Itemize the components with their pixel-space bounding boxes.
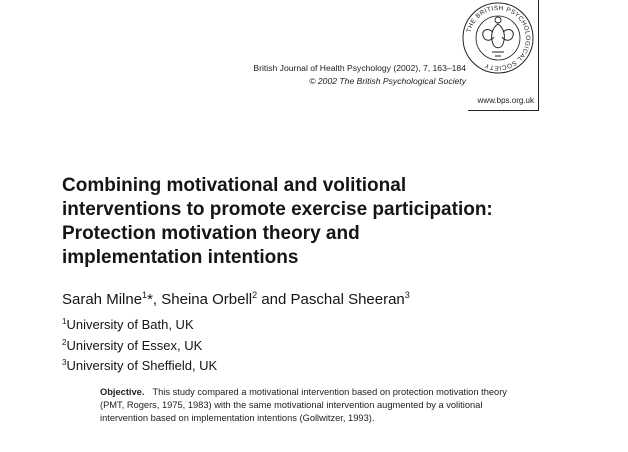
author-list xyxy=(62,290,410,308)
header-vertical-rule xyxy=(538,0,539,111)
website-link[interactable]: www.bps.org.uk xyxy=(477,96,534,105)
affiliation-marker: 1 xyxy=(142,290,148,300)
abstract-label: Objective. xyxy=(100,387,145,397)
title-line: Protection motivation theory and xyxy=(62,223,360,244)
seal-text: THE BRITISH PSYCHOLOGICAL SOCIETY xyxy=(465,4,532,72)
copyright-notice: © 2002 The British Psychological Society xyxy=(309,76,466,86)
svg-text:THE BRITISH PSYCHOLOGICAL SOCI xyxy=(466,5,531,71)
journal-citation: British Journal of Health Psychology (2002), 7, 163–184 xyxy=(253,63,466,73)
affiliation xyxy=(62,334,217,355)
author-separator: , xyxy=(152,291,162,308)
author-name: Sarah Milne xyxy=(62,291,143,308)
affiliation-marker: 2 xyxy=(252,290,258,300)
author-name: Sheina Orbell xyxy=(161,291,253,308)
affiliation-name: University of Essex, UK xyxy=(66,337,203,353)
affiliation-name: University of Bath, UK xyxy=(66,317,194,332)
header-horizontal-rule xyxy=(468,110,538,111)
affiliation-number: 1 xyxy=(62,317,67,326)
psyche-seal-logo-icon xyxy=(462,2,534,74)
author-separator: and xyxy=(257,291,291,308)
affiliation xyxy=(62,354,217,375)
affiliation-number: 3 xyxy=(62,358,67,367)
affiliation-number: 2 xyxy=(62,337,67,347)
title-line: Combining motivational and volitional xyxy=(62,175,407,196)
affiliation xyxy=(62,313,217,334)
affiliation-list xyxy=(62,313,217,375)
journal-header xyxy=(210,62,466,88)
affiliation-marker: 3 xyxy=(404,290,410,300)
title-line: interventions to promote exercise participation: xyxy=(62,199,493,220)
abstract-text: This study compared a motivational intervention based on protection motivation theory (PMT, Rogers, 1975, 1983) with the same motivational intervention augmented by a volitional intervention based on implementation intentions (Gollwitzer, 1993). xyxy=(100,387,507,423)
abstract xyxy=(100,386,530,425)
author-name: Paschal Sheeran xyxy=(290,291,405,308)
article-title xyxy=(62,174,602,270)
corresponding-author-mark: * xyxy=(147,291,153,308)
affiliation-name: University of Sheffield, UK xyxy=(66,358,218,373)
title-line: implementation intentions xyxy=(62,247,299,268)
